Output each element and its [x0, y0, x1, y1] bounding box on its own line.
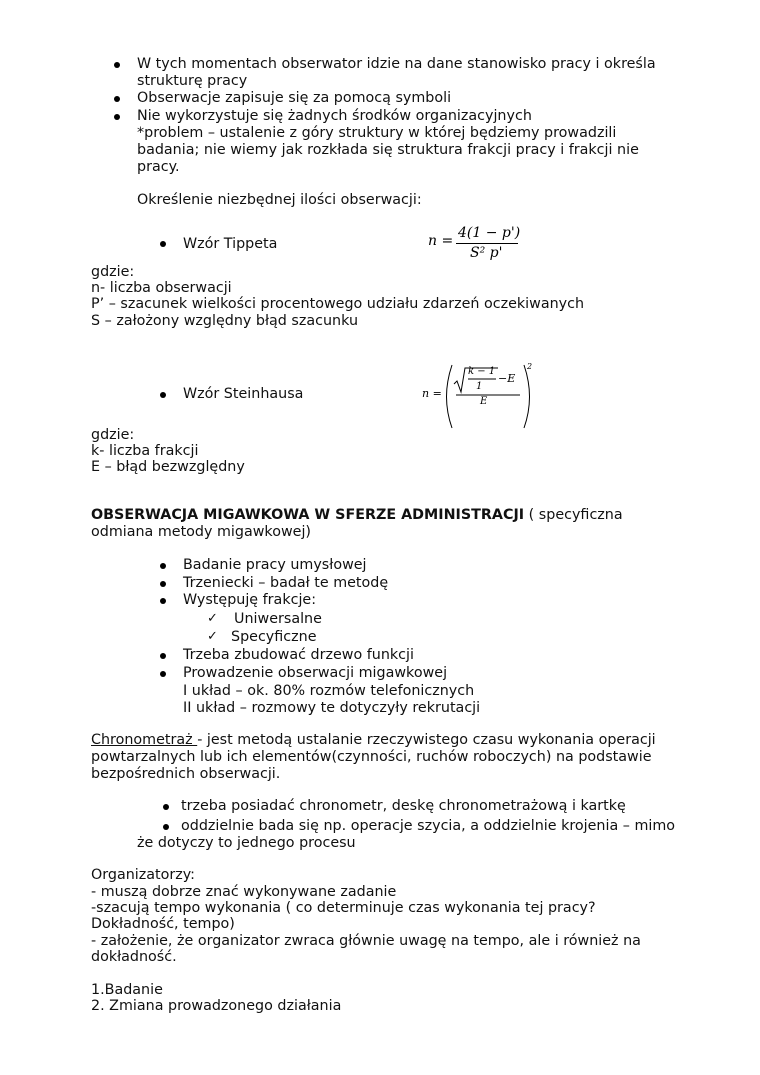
- definition-line: E – błąd bezwzględny: [91, 459, 245, 475]
- organizers-line: dokładność.: [91, 949, 177, 965]
- bullet-dot: [160, 563, 166, 569]
- bullet-text: strukturę pracy: [137, 73, 248, 89]
- tippet-fraction-bar: [456, 243, 518, 244]
- check-item: Specyficzne: [231, 629, 317, 645]
- chrono-definition: [91, 732, 656, 749]
- steinhaus-exponent: 2: [527, 362, 533, 371]
- bullet-text: W tych momentach obserwator idzie na dane stanowisko pracy i określa: [137, 56, 656, 72]
- chrono-def-line: powtarzalnych lub ich elementów(czynności, ruchów roboczych) na podstawie: [91, 749, 652, 765]
- bullet-text: Trzeniecki – badał te metodę: [183, 575, 389, 591]
- section-heading-line2: odmiana metody migawkowej): [91, 524, 311, 540]
- tippet-denominator: S² p': [470, 245, 503, 261]
- section-heading-bold: OBSERWACJA MIGAWKOWA W SFERZE ADMINISTRACJI: [91, 507, 525, 523]
- bullet-text: Badanie pracy umysłowej: [183, 557, 367, 573]
- definition-line: k- liczba frakcji: [91, 443, 199, 459]
- required-observations-label: Określenie niezbędnej ilości obserwacji:: [137, 192, 422, 208]
- bullet-dot: [160, 653, 166, 659]
- organizers-line: Organizatorzy:: [91, 867, 195, 883]
- steinhaus-label: Wzór Steinhausa: [183, 386, 304, 402]
- organizers-line: -szacują tempo wykonania ( co determinuje czas wykonania tej pracy?: [91, 900, 596, 916]
- bullet-dot: [160, 598, 166, 604]
- steinhaus-outer-denominator: E: [480, 396, 488, 407]
- bullet-text: Obserwacje zapisuje się za pomocą symboli: [137, 90, 452, 106]
- sub-line: II układ – rozmowy te dotyczyły rekrutacji: [183, 700, 481, 716]
- bullet-text: oddzielnie bada się np. operacje szycia, a oddzielnie krojenia – mimo: [181, 818, 676, 834]
- section-heading: [91, 507, 623, 524]
- chrono-term: Chronometraż: [91, 732, 198, 748]
- bullet-dot: [160, 671, 166, 677]
- section-heading-rest: ( specyficzna: [524, 507, 623, 523]
- numbered-item: 2. Zmiana prowadzonego działania: [91, 998, 342, 1014]
- bullet-dot: [163, 804, 169, 810]
- bullet-dot: [114, 96, 120, 102]
- tippet-numerator: 4(1 − p'): [458, 225, 521, 241]
- organizers-line: - muszą dobrze znać wykonywane zadanie: [91, 884, 397, 900]
- bullet-text: trzeba posiadać chronometr, deskę chronometrażową i kartkę: [181, 798, 626, 814]
- bullet-text: *problem – ustalenie z góry struktury w której będziemy prowadzili: [137, 125, 617, 141]
- bullet-dot: [160, 241, 166, 247]
- bullet-dot: [114, 114, 120, 120]
- checkmark-icon: ✓: [207, 629, 218, 644]
- organizers-line: - założenie, że organizator zwraca głównie uwagę na tempo, ale i również na: [91, 933, 641, 949]
- bullet-dot: [160, 581, 166, 587]
- chrono-def-start: - jest metodą ustalanie rzeczywistego czasu wykonania operacji: [197, 732, 656, 748]
- bullet-text: że dotyczy to jednego procesu: [137, 835, 356, 851]
- bullet-text: Trzeba zbudować drzewo funkcji: [183, 647, 414, 663]
- bullet-text: Występuję frakcje:: [183, 592, 317, 608]
- bullet-text: Nie wykorzystuje się żadnych środków organizacyjnych: [137, 108, 532, 124]
- bullet-text: pracy.: [137, 159, 180, 175]
- checkmark-icon: ✓: [207, 611, 218, 626]
- where-label: gdzie:: [91, 264, 135, 280]
- steinhaus-inner-denominator: 1: [476, 381, 483, 392]
- sub-line: I układ – ok. 80% rozmów telefonicznych: [183, 683, 475, 699]
- steinhaus-minus-term: −E: [498, 372, 516, 385]
- steinhaus-lhs: n =: [422, 387, 442, 400]
- bullet-dot: [163, 824, 169, 830]
- bullet-dot: [114, 62, 120, 68]
- definition-line: P’ – szacunek wielkości procentowego udziału zdarzeń oczekiwanych: [91, 296, 585, 312]
- definition-line: S – założony względny błąd szacunku: [91, 313, 359, 329]
- bullet-text: badania; nie wiemy jak rozkłada się struktura frakcji pracy i frakcji nie: [137, 142, 639, 158]
- organizers-line: Dokładność, tempo): [91, 916, 235, 932]
- bullet-text: Prowadzenie obserwacji migawkowej: [183, 665, 448, 681]
- tippet-lhs: n =: [428, 233, 454, 249]
- definition-line: n- liczba obserwacji: [91, 280, 232, 296]
- numbered-item: 1.Badanie: [91, 982, 163, 998]
- bullet-dot: [160, 392, 166, 398]
- steinhaus-inner-numerator: k − 1: [468, 366, 496, 377]
- check-item: Uniwersalne: [234, 611, 322, 627]
- where-label: gdzie:: [91, 427, 135, 443]
- tippet-label: Wzór Tippeta: [183, 236, 278, 252]
- chrono-def-line: bezpośrednich obserwacji.: [91, 766, 281, 782]
